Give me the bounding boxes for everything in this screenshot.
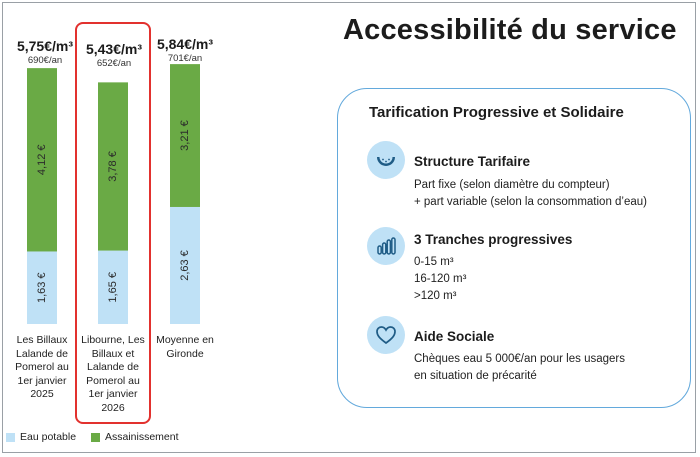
watermelon-icon: [367, 141, 405, 179]
section-title-tranches: 3 Tranches progressives: [414, 232, 573, 247]
chart-legend: [6, 431, 191, 445]
category-label-2: Libourne, Les Billaux et Lalande de Pomerol au 1er janvier 2026: [81, 334, 145, 414]
section-text-tranches: 0-15 m³ 16-120 m³ >120 m³: [414, 256, 467, 302]
legend-item-eau-potable: Eau potable: [6, 431, 76, 443]
bar-value-label: 2,63 €: [179, 250, 191, 281]
total-price-value: 5,84€/m³: [156, 36, 214, 52]
section-title-aide: Aide Sociale: [414, 329, 495, 344]
bar-value-label: 3,21 €: [179, 120, 191, 151]
total-annual-value: 690€/an: [27, 55, 63, 66]
legend-swatch: [91, 433, 100, 442]
bar-value-label: 1,63 €: [36, 272, 48, 304]
panel-title: Tarification Progressive et Solidaire: [369, 104, 624, 121]
total-annual-value: 652€/an: [96, 58, 132, 69]
total-price-value: 5,43€/m³: [85, 41, 143, 57]
page-title: Accessibilité du service: [343, 14, 677, 46]
bar-value-label: 3,78 €: [107, 151, 119, 182]
bar-value-label: 4,12 €: [36, 144, 48, 176]
legend-item-assainissement: Assainissement: [91, 431, 179, 443]
legend-swatch: [6, 433, 15, 442]
category-label-1: Les Billaux Lalande de Pomerol au 1er janvier 2025: [15, 334, 69, 400]
section-text-aide: Chèques eau 5 000€/an pour les usagers en situation de précarité: [414, 353, 625, 382]
heart-icon: [367, 316, 405, 354]
total-price-3: [140, 36, 230, 64]
bar-value-label: 1,65 €: [107, 271, 119, 303]
total-annual-value: 701€/an: [167, 53, 203, 64]
bar-levels-icon: [367, 227, 405, 265]
total-price-value: 5,75€/m³: [16, 38, 74, 54]
section-text-structure: Part fixe (selon diamètre du compteur) + part variable (selon la consommation d’eau): [414, 179, 647, 208]
category-label-3: Moyenne en Gironde: [156, 334, 214, 360]
section-title-structure: Structure Tarifaire: [414, 154, 531, 169]
